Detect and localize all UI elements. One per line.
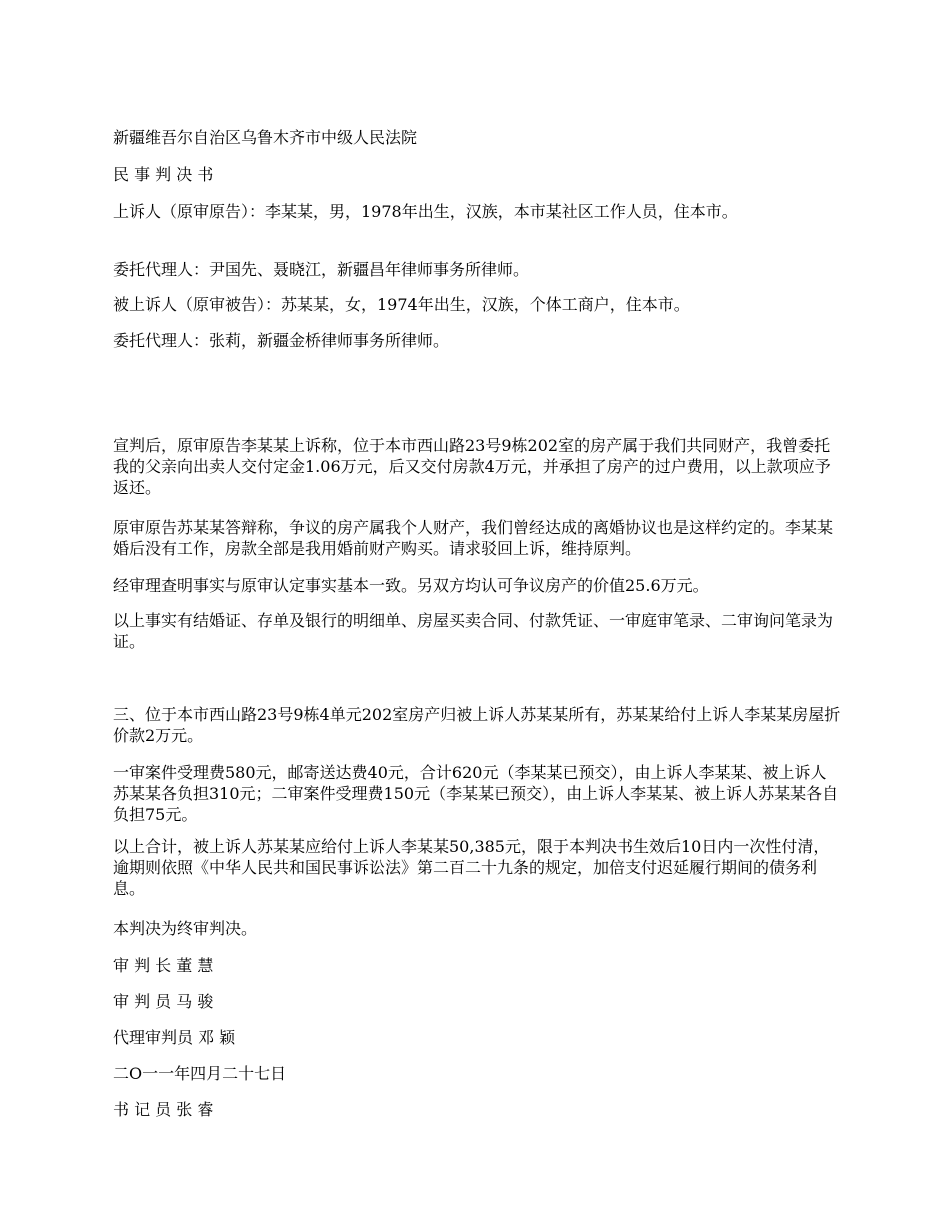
defense-paragraph: 原审原告苏某某答辩称，争议的房产属我个人财产，我们曾经达成的离婚协议也是这样约定的。李某某婚后没有工作，房款全部是我用婚前财产购买。请求驳回上诉，维持原判。 [113,518,834,558]
appellant-info: 上诉人（原审原告）：李某某，男，1978年出生，汉族，本市某社区工作人员，住本市。 [113,202,738,221]
acting-judge-signature: 代理审判员 邓 颖 [113,1028,236,1047]
document-type: 民 事 判 决 书 [113,165,214,184]
ruling-item-3: 三、位于本市西山路23号9栋4单元202室房产归被上诉人苏某某所有，苏某某给付上诉人李某某房屋折价款2万元。 [113,705,841,745]
court-name: 新疆维吾尔自治区乌鲁木齐市中级人民法院 [113,128,418,147]
evidence-paragraph: 以上事实有结婚证、存单及银行的明细单、房屋买卖合同、付款凭证、一审庭审笔录、二审询问笔录为证。 [113,611,834,651]
appeal-claim-paragraph: 宣判后，原审原告李某某上诉称，位于本市西山路23号9栋202室的房产属于我们共同财产，我曾委托我的父亲向出卖人交付定金1.06万元，后又交付房款4万元，并承担了房产的过户费用，以上款项应予返还。 [113,436,831,497]
fees-paragraph: 一审案件受理费580元，邮寄送达费40元，合计620元（李某某已预交），由上诉人李某某、被上诉人苏某某各负担310元；二审案件受理费150元（李某某已预交），由上诉人李某某、被上诉人苏某某各自负担75元。 [113,763,839,824]
appellee-info: 被上诉人（原审被告）：苏某某，女，1974年出生，汉族，个体工商户，住本市。 [113,295,690,314]
total-payment-paragraph: 以上合计，被上诉人苏某某应给付上诉人李某某50,385元，限于本判决书生效后10日内一次性付清，逾期则依照《中华人民共和国民事诉讼法》第二百二十九条的规定，加倍支付迟延履行期间的债务利息。 [113,837,830,898]
appellant-agent: 委托代理人：尹国先、聂晓江，新疆昌年律师事务所律师。 [113,260,530,279]
judge-signature: 审 判 员 马 骏 [113,992,214,1011]
appellee-agent: 委托代理人：张莉，新疆金桥律师事务所律师。 [113,331,450,350]
judgment-date: 二O一一年四月二十七日 [113,1064,287,1083]
clerk-signature: 书 记 员 张 睿 [113,1100,214,1119]
final-judgment-note: 本判决为终审判决。 [113,919,258,938]
facts-paragraph: 经审理查明事实与原审认定事实基本一致。另双方均认可争议房产的价值25.6万元。 [113,576,709,595]
chief-judge-signature: 审 判 长 董 慧 [113,956,214,975]
